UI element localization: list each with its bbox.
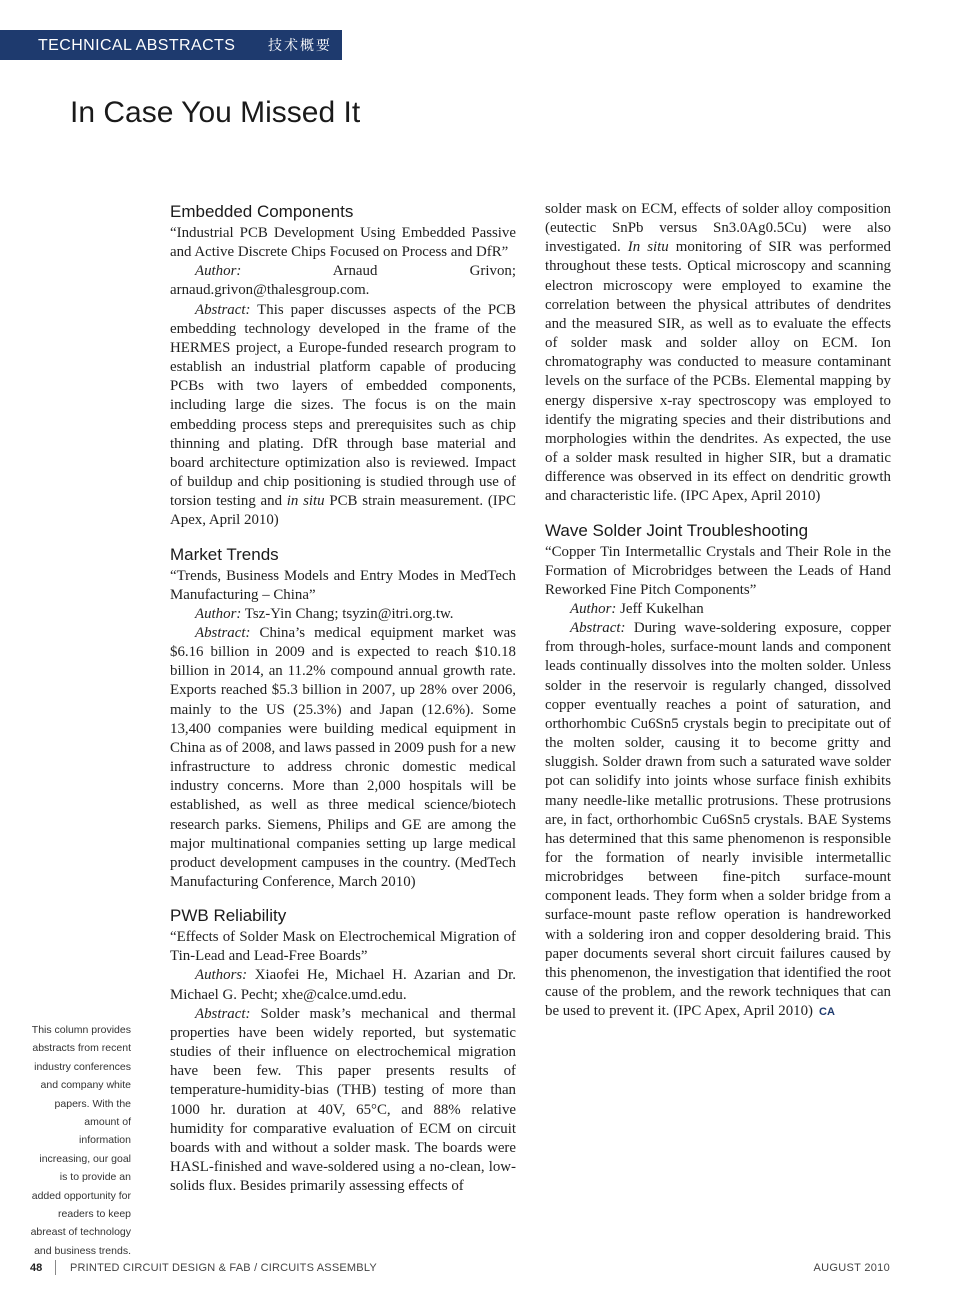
author-text: Arnaud Grivon; arnaud.grivon@thalesgroup.com. — [170, 263, 516, 299]
article-heading: Embedded Components — [170, 202, 354, 221]
column-right — [545, 200, 891, 1022]
article-heading: Market Trends — [170, 544, 279, 564]
abstract-italic-term: In situ — [627, 239, 669, 256]
abstract-label: Abstract: — [195, 301, 251, 318]
article-author — [170, 966, 516, 1004]
article-abstract — [170, 1005, 516, 1197]
author-label: Author: — [570, 600, 617, 617]
article-title: “Trends, Business Models and Entry Modes in MedTech Manufacturing – China” — [170, 567, 516, 603]
page-title: In Case You Missed It — [70, 96, 361, 129]
article-author — [170, 262, 516, 300]
article-abstract — [545, 619, 891, 1022]
abstract-text: solder mask on ECM, effects of solder alloy composition (eutectic SnPb versus Sn3.0Ag0.5Cu) were also investigated. — [545, 201, 891, 256]
abstract-text-end: PCB strain measurement. (IPC Apex, April 2010) — [170, 493, 516, 529]
author-label: Author: — [195, 263, 242, 280]
footer-divider — [55, 1260, 56, 1275]
article-title: “Effects of Solder Mask on Electrochemical Migration of Tin-Lead and Lead-Free Boards” — [170, 929, 516, 965]
article-title: “Copper Tin Intermetallic Crystals and Their Role in the Formation of Microbridges between the Leads of Hand Reworked Fine Pitch Components” — [545, 543, 891, 598]
article-abstract-continued — [545, 200, 891, 507]
author-label: Author: — [195, 605, 242, 622]
author-text: Tsz-Yin Chang; tsyzin@itri.org.tw. — [244, 605, 454, 622]
author-text: Xiaofei He, Michael H. Azarian and Dr. Michael G. Pecht; xhe@calce.umd.edu. — [170, 967, 516, 1003]
section-label: TECHNICAL ABSTRACTS — [38, 37, 236, 54]
section-label-chinese: 技术概要 — [268, 38, 332, 54]
abstract-text: China’s medical equipment market was $6.16 billion in 2009 and is expected to reach $10.18 billion in 2014, an 11.2% compound annual growth rate. Exports reached $5.3 billion in 2007, up 28% over 2006, mainly to the US (25.3%) and Japan (12.6%). Some 13,400 companies were building medical equipment in China as of 2008, and laws passed in 2009 push for a new infrastructure to address chronic domestic medical industry concerns. More than 2,000 hospitals will be established, as well as three medical science/biotech research parks. Siemens, Philips and GE are among the major multinational companies setting up large medical product development campuses in the country. (MedTech Manufacturing Conference, March 2010) — [170, 624, 516, 890]
publication-name: PRINTED CIRCUIT DESIGN & FAB / CIRCUITS ASSEMBLY — [70, 1262, 377, 1274]
abstract-text: Solder mask’s mechanical and thermal properties have been widely reported, but systematic studies of their influence on electrochemical migration have been few. This paper presents results of temperature-humidity-bias (THB) testing of more than 1000 hr. duration at 40V, 65°C, and 88% relative humidity for comparative evaluation of ECM on circuit boards with and without a solder mask. The boards were HASL-finished and wave-soldered using a no-clean, low-solids flux. Besides primarily assessing effects of — [170, 1005, 516, 1195]
article-heading: Wave Solder Joint Troubleshooting — [545, 520, 809, 540]
column-description: This column provides abstracts from recent industry conferences and company white papers. With the amount of information increasing, our goal is to provide an added opportunity for readers to keep abreast of technology and business trends. — [30, 1024, 131, 1257]
end-mark: CA — [819, 1006, 835, 1019]
abstract-label: Abstract: — [195, 1005, 251, 1022]
abstract-label: Abstract: — [570, 620, 626, 637]
article-author — [170, 605, 516, 624]
article-title: “Industrial PCB Development Using Embedded Passive and Active Discrete Chips Focused on Process and DfR” — [170, 225, 516, 261]
abstract-label: Abstract: — [195, 624, 251, 641]
article-heading: PWB Reliability — [170, 906, 287, 926]
author-label: Authors: — [195, 967, 248, 984]
article-abstract — [170, 301, 516, 531]
abstract-text: This paper discusses aspects of the PCB embedding technology developed in the frame of the HERMES project, a Europe-funded research program to establish an industrial platform capable of producing PCBs with two layers of embedded components, including large die sizes. The focus is on the main embedding process steps and prerequisites such as chip thinning and plating. DfR through base material and board architecture optimization also is reviewed. Impact of buildup and chip positioning is studied through use of torsion testing and — [170, 301, 516, 510]
section-tab — [0, 30, 342, 60]
abstract-text-end: monitoring of SIR was performed throughout these tests. Optical microscopy and scanning electron microscopy were employed to examine the correlation between the physical attributes of dendrites and the measured SIR, as well as to evaluate the effects of solder mask and solder alloy on ECM. Ion chromatography was conducted to measure contaminant levels on the surface of the PCBs. Elemental mapping by energy dispersive x-ray spectroscopy was employed to identify the migrating species and their distributions and morphologies within the dendrites. As expected, the use of a solder mask resulted in higher SIR, but a dramatic difference was observed in its effect on dendritic growth and characteristic life. (IPC Apex, April 2010) — [545, 239, 891, 505]
issue-date: AUGUST 2010 — [813, 1262, 890, 1274]
abstract-italic-term: in situ — [286, 493, 325, 510]
column-left — [170, 200, 516, 1196]
article-abstract — [170, 624, 516, 892]
article-author — [545, 600, 891, 619]
author-text: Jeff Kukelhan — [620, 600, 704, 617]
page-number: 48 — [30, 1262, 43, 1274]
abstract-text: During wave-soldering exposure, copper from through-holes, surface-mount lands and component leads continually dissolves into the molten solder. Unless solder in the reservoir is regularly changed, dissolved copper eventually reaches a point of saturation, and orthorhombic Cu6Sn5 crystals begin to precipitate out of the molten solder, causing it to become gritty and sluggish. Solder drawn from such a saturated wave solder pot can solidify into joints whose surface finish exhibits many needle-like metallic protrusions. These protrusions are, in fact, orthorhombic Cu6Sn5 crystals. BAE Systems has determined that this same phenomenon is responsible for the formation of nearly invisible intermetallic microbridges between fine-pitch surface-mount component leads. They form when a solder bridge from a surface-mount paste reflow operation is handreworked with a soldering iron and copper desoldering braid. This paper documents several short circuit failures caused by this phenomenon, the investigation that identified the root cause of the problem, and the rework techniques that can be used to prevent it. (IPC Apex, April 2010) — [545, 620, 891, 1020]
